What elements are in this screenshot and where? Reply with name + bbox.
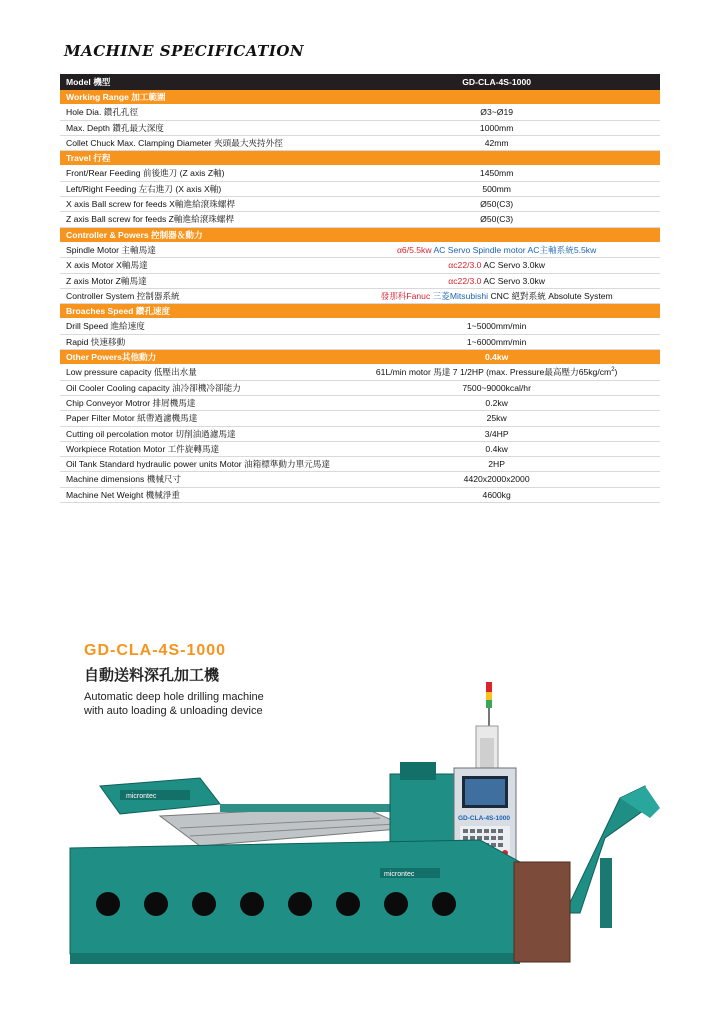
page-title: MACHINE SPECIFICATION <box>64 42 305 60</box>
spec-label: Machine dimensions 機械尺寸 <box>66 474 182 485</box>
brand-label-base: microntec <box>384 871 415 878</box>
spec-value-part: AC Servo Spindle motor AC主軸系統5.5kw <box>433 244 597 255</box>
spec-section-title: Working Range 加工範圍 <box>66 92 166 102</box>
spec-row <box>60 381 660 396</box>
spec-row <box>60 243 660 258</box>
spec-value: 4420x2000x2000 <box>463 474 530 485</box>
spec-label: Collet Chuck Max. Clamping Diameter 夾頭最大夾持外徑 <box>66 137 283 148</box>
spec-value-part: AC Servo 3.0kw <box>483 275 545 286</box>
spec-label: Z axis Motor Z軸馬達 <box>66 275 147 286</box>
spec-value: 1450mm <box>479 168 514 179</box>
spec-value: 1~6000mm/min <box>466 336 527 347</box>
spec-value <box>333 243 660 257</box>
spec-section-row <box>60 151 660 166</box>
spec-value-part: AC Servo 3.0kw <box>483 260 545 271</box>
spec-value: 1000mm <box>479 122 514 133</box>
spec-row <box>60 365 660 380</box>
spec-label: Z axis Ball screw for feeds Z軸進給滾珠螺桿 <box>66 214 235 225</box>
spec-value <box>333 289 660 303</box>
spec-row <box>60 457 660 472</box>
spec-label: Low pressure capacity 低壓出水量 <box>66 367 197 378</box>
spec-row <box>60 427 660 442</box>
product-desc-line2: with auto loading & unloading device <box>84 705 263 717</box>
panel-model-label: GD-CLA-4S-1000 <box>458 815 511 822</box>
spec-label: Rapid 快速移動 <box>66 336 126 347</box>
spec-section-value <box>333 228 660 242</box>
spec-value: 0.2kw <box>485 397 508 408</box>
spec-section-value <box>333 90 660 104</box>
spec-row <box>60 396 660 411</box>
spec-value: 7500~9000kcal/hr <box>462 382 531 393</box>
spec-row <box>60 274 660 289</box>
spec-value-part: α6/5.5kw <box>396 244 434 255</box>
product-desc-line1: Automatic deep hole drilling machine <box>84 691 264 703</box>
spec-row <box>60 488 660 503</box>
spec-value-part: 三菱Mitsubishi <box>432 290 489 301</box>
spec-row <box>60 121 660 136</box>
spec-label: Left/Right Feeding 左右進刀 (X axis X軸) <box>66 183 222 194</box>
spec-label: Oil Cooler Cooling capacity 油冷卻機冷卻能力 <box>66 382 241 393</box>
machine-illustration <box>60 678 660 998</box>
spec-section-value <box>333 304 660 318</box>
spec-section-row <box>60 350 660 365</box>
spec-value-part: αc22/3.0 <box>448 275 484 286</box>
spec-value: Ø3~Ø19 <box>480 107 514 118</box>
spec-value-part: 61L/min motor 馬達 7 1/2HP (max. Pressure最高壓力65kg/cm <box>375 367 612 378</box>
spec-value: 42mm <box>484 137 509 148</box>
spec-header-row <box>60 74 660 90</box>
machine-base <box>70 840 570 964</box>
spec-value: 500mm <box>482 183 511 194</box>
spec-label: Chip Conveyor Motror 排屑機馬達 <box>66 397 196 408</box>
spec-value-part: 發那科Fanuc <box>380 290 433 301</box>
spec-section-value: 0.4kw <box>484 352 509 363</box>
spec-value: 0.4kw <box>485 443 508 454</box>
spec-table <box>60 74 660 503</box>
signal-tower-icon <box>486 682 492 728</box>
spec-label: X axis Motor X軸馬達 <box>66 260 148 271</box>
spec-value-part: ) <box>614 367 618 378</box>
spec-row <box>60 258 660 273</box>
spec-section-row <box>60 90 660 105</box>
spec-header-label: Model 機型 <box>66 77 111 87</box>
spec-label: Oil Tank Standard hydraulic power units Motor 油箱標準動力單元馬達 <box>66 459 330 470</box>
spec-section-title: Controller & Powers 控制器＆動力 <box>66 229 203 240</box>
spec-value: Ø50(C3) <box>480 199 514 210</box>
spec-row <box>60 335 660 350</box>
spec-value-part: αc22/3.0 <box>448 260 484 271</box>
spec-value: 3/4HP <box>484 428 509 439</box>
product-name-zh: 自動送料深孔加工機 <box>84 667 220 684</box>
spec-section-title: Broaches Speed 鑽孔速度 <box>66 306 171 317</box>
spec-value: 4600kg <box>482 489 511 500</box>
product-model-title: GD-CLA-4S-1000 <box>84 642 227 659</box>
spec-value-part: CNC 絕對系統 Absolute System <box>488 290 613 301</box>
spec-section-value <box>333 151 660 165</box>
spec-row <box>60 289 660 304</box>
spec-row <box>60 182 660 197</box>
spec-row <box>60 212 660 227</box>
spec-section-title: Travel 行程 <box>66 153 111 164</box>
spec-row <box>60 166 660 181</box>
spec-value <box>333 258 660 272</box>
spec-value: 25kw <box>486 413 507 424</box>
spec-label: Spindle Motor 主軸馬達 <box>66 244 156 255</box>
spec-label: Machine Net Weight 機械淨重 <box>66 489 180 500</box>
spec-header-value: GD-CLA-4S-1000 <box>462 77 532 87</box>
spec-row <box>60 105 660 120</box>
spec-value: 1~5000mm/min <box>466 321 527 332</box>
spec-label: Cutting oil percolation motor 切削油過濾馬達 <box>66 428 236 439</box>
spec-row <box>60 442 660 457</box>
spec-label: Hole Dia. 鑽孔孔徑 <box>66 107 139 118</box>
spec-value <box>333 274 660 288</box>
spec-value-sup: 2 <box>611 367 615 374</box>
spec-label: Max. Depth 鑽孔最大深度 <box>66 122 164 133</box>
spec-label: Front/Rear Feeding 前後進刀 (Z axis Z軸) <box>66 168 225 179</box>
spec-row <box>60 319 660 334</box>
spec-row <box>60 411 660 426</box>
spec-value <box>333 365 660 379</box>
spec-label: Paper Filter Motor 紙帶過濾機馬達 <box>66 413 198 424</box>
spec-value: Ø50(C3) <box>480 214 514 225</box>
spec-section-row <box>60 228 660 243</box>
spec-row <box>60 197 660 212</box>
spec-row <box>60 136 660 151</box>
spec-label: Workpiece Rotation Motor 工件旋轉馬達 <box>66 443 220 454</box>
spec-label: Drill Speed 進給速度 <box>66 321 145 332</box>
spec-section-title: Other Powers其他動力 <box>66 352 157 363</box>
spec-row <box>60 472 660 487</box>
brand-label-small: microntec <box>126 793 157 800</box>
spec-label: Controller System 控制器系統 <box>66 290 180 301</box>
spec-label: X axis Ball screw for feeds X軸進給滾珠螺桿 <box>66 199 236 210</box>
spec-value: 2HP <box>488 459 505 470</box>
spec-section-row <box>60 304 660 319</box>
